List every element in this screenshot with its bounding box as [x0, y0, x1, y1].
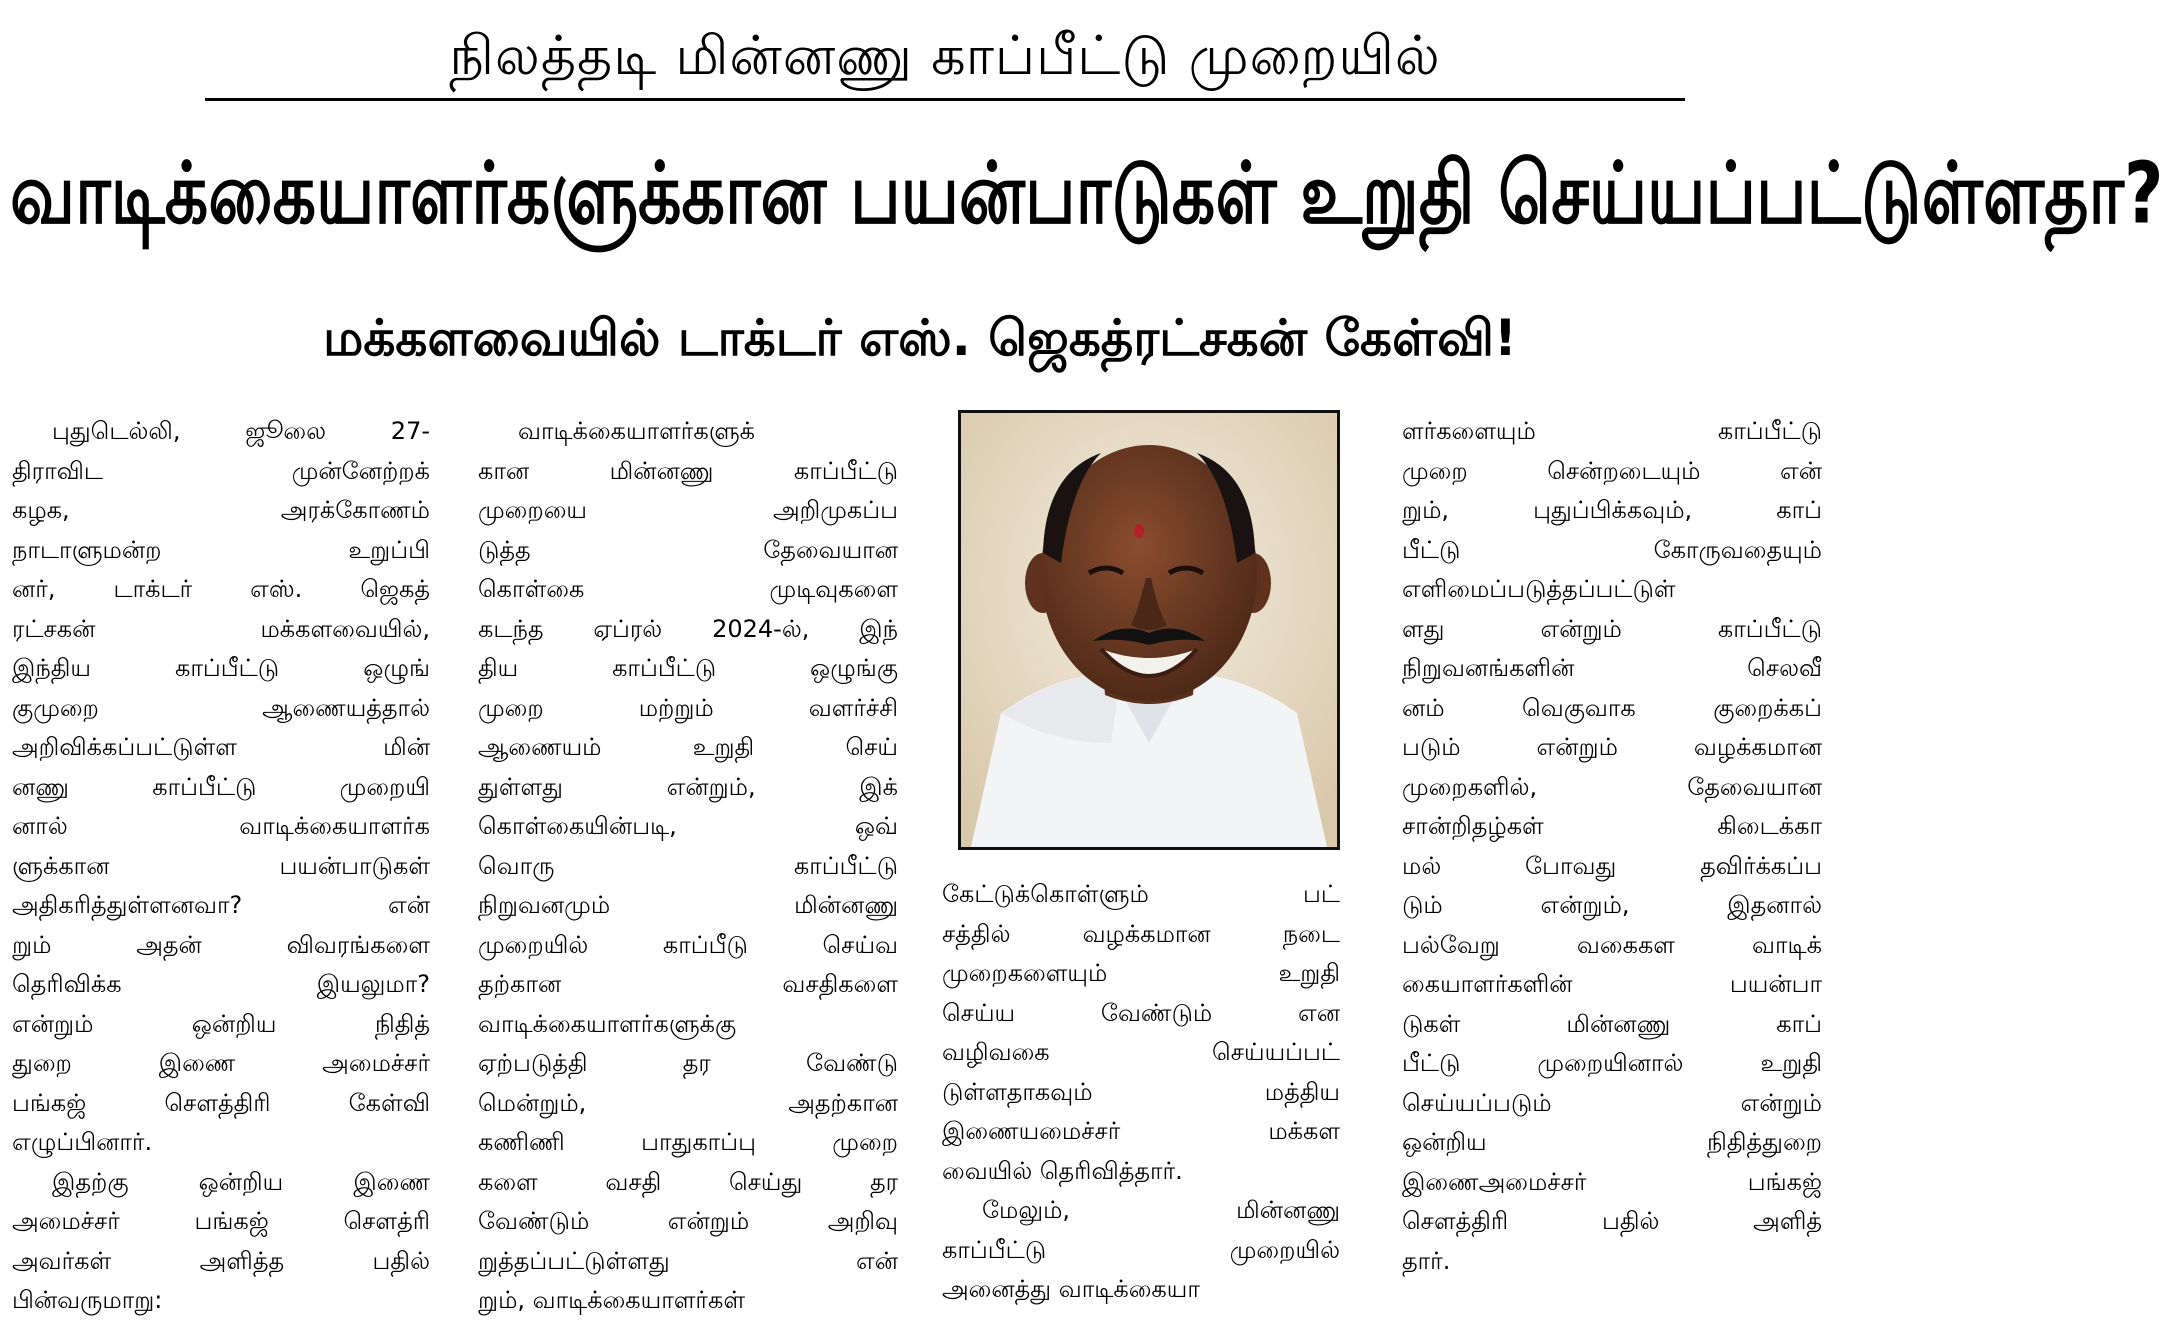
article-line: நாடாளுமன்ற உறுப்பி [12, 535, 430, 564]
article-line: அவர்கள் அளித்த பதில் [12, 1246, 430, 1275]
article-line: வாடிக்கையாளர்களுக்கு [478, 1009, 737, 1038]
article-line: றுத்தப்பட்டுள்ளது என் [478, 1246, 898, 1275]
article-line: ளர்களையும் காப்பீட்டு [1402, 417, 1822, 445]
article-line: இதற்கு ஒன்றிய இணை [52, 1167, 430, 1196]
article-line: களை வசதி செய்து தர [478, 1167, 898, 1196]
article-line: படும் என்றும் வழக்கமான [1402, 733, 1822, 761]
article-column-3 [942, 875, 1340, 1310]
article-line: ரட்சகன் மக்களவையில், [12, 614, 430, 643]
article-line: மல் போவது தவிர்க்கப்ப [1402, 851, 1822, 880]
article-line: வையில் தெரிவித்தார். [942, 1156, 1183, 1185]
article-line: வொரு காப்பீட்டு [478, 851, 898, 880]
article-line: ளது என்றும் காப்பீட்டு [1402, 614, 1822, 643]
article-line: கொள்கையின்படி, ஒவ் [478, 812, 898, 840]
article-line: தார். [1402, 1246, 1451, 1275]
article-line: ஆணையம் உறுதி செய் [478, 733, 898, 761]
article-line: முறைகளையும் உறுதி [942, 959, 1340, 987]
article-line: இந்திய காப்பீட்டு ஒழுங் [12, 654, 430, 682]
article-line: டுகள் மின்னணு காப் [1402, 1009, 1822, 1038]
article-line: அறிவிக்கப்பட்டுள்ள மின் [12, 733, 430, 761]
article-line: னம் வெகுவாக குறைக்கப் [1402, 693, 1822, 722]
article-line: றும் அதன் விவரங்களை [12, 930, 430, 959]
article-line: குமுறை ஆணையத்தால் [12, 693, 430, 722]
article-line: பீட்டு கோருவதையும் [1402, 535, 1822, 564]
article-line: திய காப்பீட்டு ஒழுங்கு [478, 654, 898, 682]
article-line: இணைஅமைச்சர் பங்கஜ் [1402, 1167, 1822, 1196]
article-line: வாடிக்கையாளர்களுக் [518, 417, 755, 445]
article-column-1 [12, 412, 430, 1321]
article-line: நிறுவனங்களின் செலவீ [1402, 654, 1822, 682]
article-line: மேலும், மின்னணு [982, 1196, 1340, 1224]
article-line: பங்கஜ் சௌத்திரி கேள்வி [12, 1088, 430, 1117]
article-line: அமைச்சர் பங்கஜ் சௌத்ரி [12, 1207, 430, 1235]
article-line: கழக, அரக்கோணம் [12, 496, 430, 524]
article-line: முறை மற்றும் வளர்ச்சி [478, 693, 898, 722]
article-line: றும், புதுப்பிக்கவும், காப் [1402, 496, 1822, 524]
article-line: கான மின்னணு காப்பீட்டு [478, 456, 898, 485]
article-line: துறை இணை அமைச்சர் [12, 1049, 430, 1077]
article-line: புதுடெல்லி, ஜூலை 27- [52, 417, 430, 445]
article-line: தற்கான வசதிகளை [478, 970, 898, 998]
article-line: மென்றும், அதற்கான [478, 1088, 898, 1117]
sub-headline: மக்களவையில் டாக்டர் எஸ். ஜெகத்ரட்சகன் கேள்வி! [323, 309, 1517, 367]
article-line: இணையமைச்சர் மக்கள [942, 1117, 1340, 1145]
article-line: சத்தில் வழக்கமான நடை [942, 919, 1340, 948]
portrait-illustration [961, 413, 1337, 847]
article-line: திராவிட முன்னேற்றக் [12, 456, 430, 485]
article-line: துள்ளது என்றும், இக் [478, 772, 898, 801]
article-line: அதிகரித்துள்ளனவா? என் [12, 891, 430, 919]
article-line: கொள்கை முடிவுகளை [478, 575, 898, 603]
article-line: காப்பீட்டு முறையில் [942, 1235, 1340, 1264]
article-line: சான்றிதழ்கள் கிடைக்கா [1402, 812, 1822, 840]
main-headline: வாடிக்கையாளர்களுக்கான பயன்பாடுகள் உறுதி செய்யப்பட்டுள்ளதா? [10, 145, 2163, 244]
article-line: னால் வாடிக்கையாளர்க [12, 812, 430, 840]
article-line: எளிமைப்படுத்தப்பட்டுள் [1402, 575, 1676, 603]
article-line: வழிவகை செய்யப்பட் [942, 1038, 1340, 1066]
article-line: ளுக்கான பயன்பாடுகள் [12, 851, 430, 880]
article-line: றும், வாடிக்கையாளர்கள் [478, 1286, 745, 1314]
article-line: பின்வருமாறு: [12, 1286, 163, 1314]
article-line: னணு காப்பீட்டு முறையி [12, 772, 430, 801]
article-line: நிறுவனமும் மின்னணு [478, 891, 898, 919]
article-line: முறைகளில், தேவையான [1402, 772, 1822, 801]
article-line: னர், டாக்டர் எஸ். ஜெகத் [12, 575, 430, 603]
article-line: சௌத்திரி பதில் அளித் [1402, 1207, 1822, 1235]
article-column-2 [478, 412, 898, 1321]
article-line: கேட்டுக்கொள்ளும் பட் [942, 880, 1340, 908]
article-line: ஏற்படுத்தி தர வேண்டு [478, 1049, 898, 1077]
article-line: பீட்டு முறையினால் உறுதி [1402, 1049, 1822, 1077]
article-line: முறை சென்றடையும் என் [1402, 456, 1822, 485]
article-line: டுள்ளதாகவும் மத்திய [942, 1077, 1340, 1106]
article-column-4 [1402, 412, 1822, 1281]
article-line: பல்வேறு வகைகள வாடிக் [1402, 930, 1822, 959]
article-line: முறையில் காப்பீடு செய்வ [478, 930, 898, 959]
article-line: கையாளர்களின் பயன்பா [1402, 970, 1822, 998]
article-line: எழுப்பினார். [12, 1128, 153, 1156]
portrait-photo [958, 410, 1340, 850]
article-line: வேண்டும் என்றும் அறிவு [478, 1207, 898, 1235]
article-line: என்றும் ஒன்றிய நிதித் [12, 1009, 430, 1038]
article-line: டுத்த தேவையான [478, 535, 898, 564]
article-line: செய்யப்படும் என்றும் [1402, 1088, 1822, 1117]
article-line: கணிணி பாதுகாப்பு முறை [478, 1128, 898, 1156]
article-line: செய்ய வேண்டும் என [942, 998, 1340, 1027]
article-line: அனைத்து வாடிக்கையா [942, 1275, 1200, 1303]
article-line: ஒன்றிய நிதித்துறை [1402, 1128, 1822, 1156]
article-line: டும் என்றும், இதனால் [1402, 891, 1822, 919]
article-line: தெரிவிக்க இயலுமா? [12, 970, 430, 998]
kicker-headline: நிலத்தடி மின்னணு காப்பீட்டு முறையில் [449, 24, 1441, 87]
article-line: கடந்த ஏப்ரல் 2024-ல், இந் [478, 614, 898, 643]
article-line: முறையை அறிமுகப்ப [478, 496, 898, 524]
